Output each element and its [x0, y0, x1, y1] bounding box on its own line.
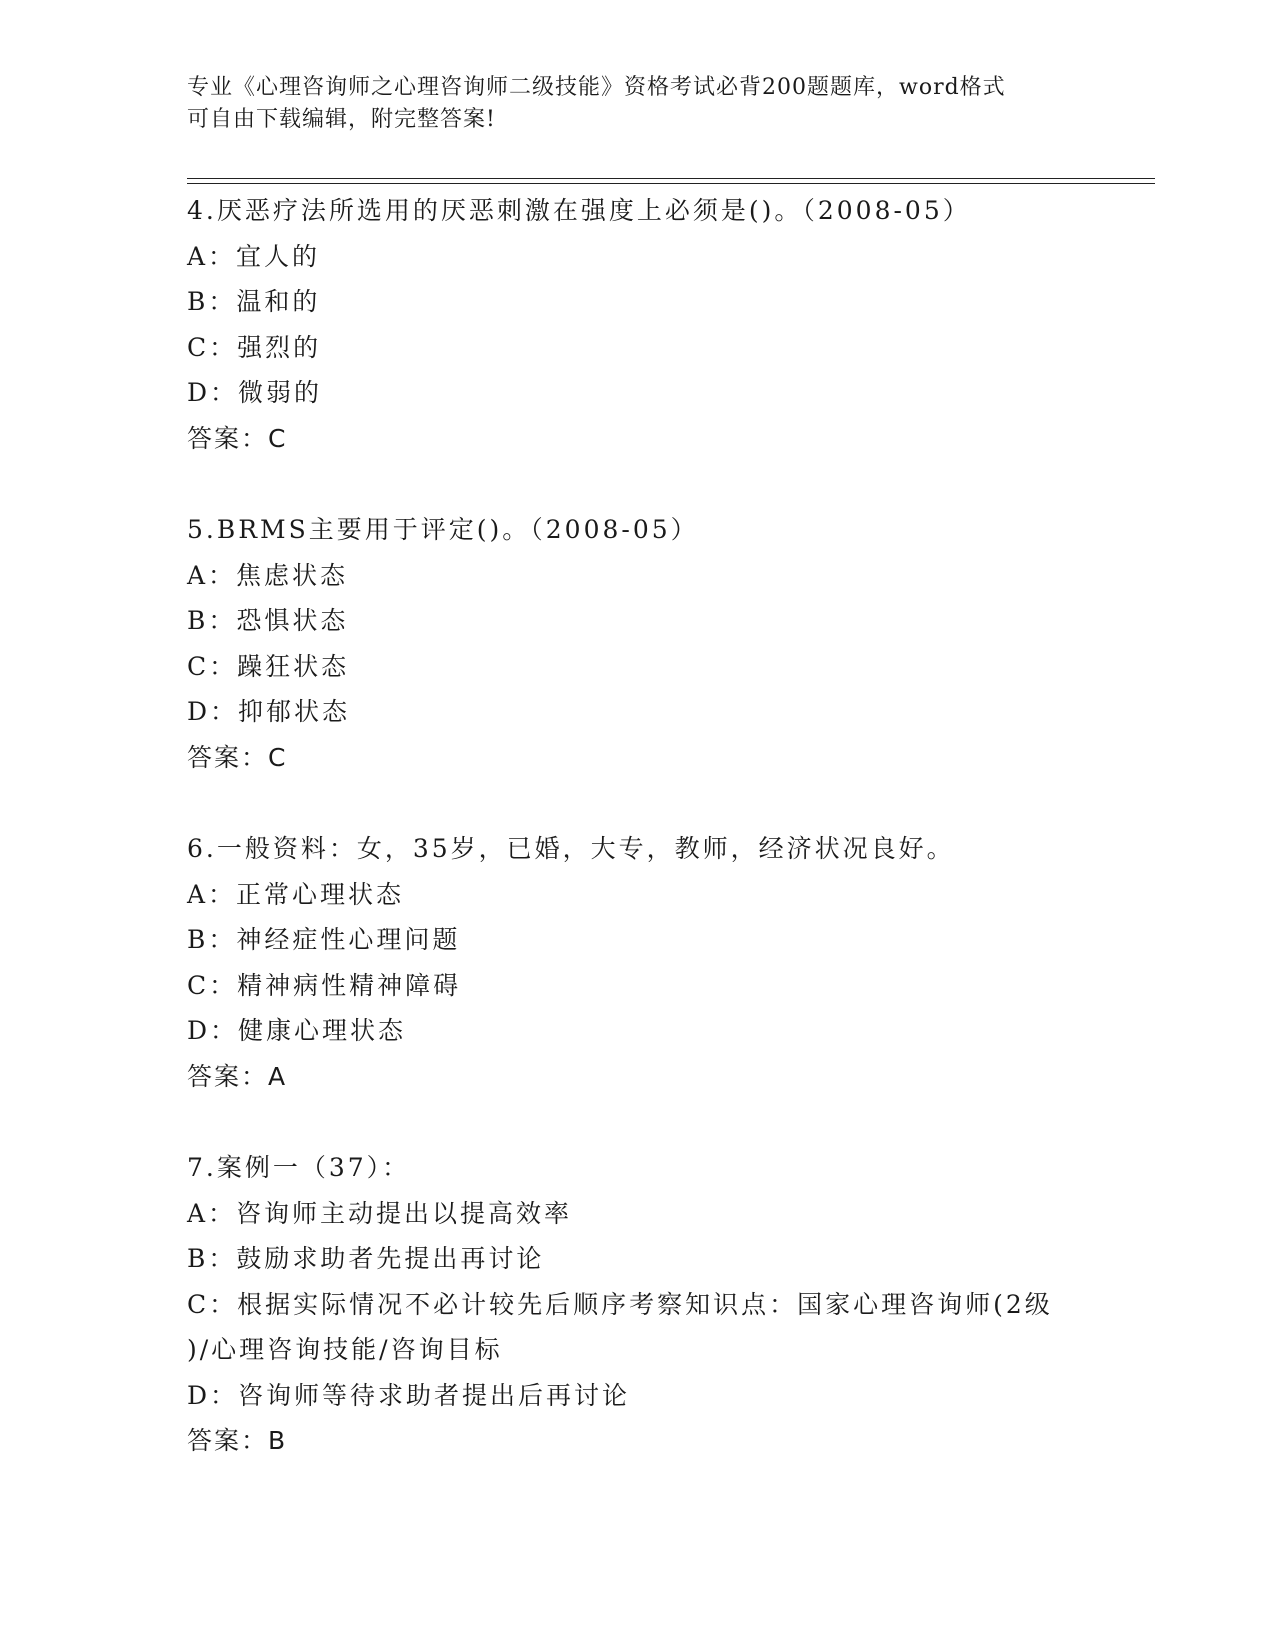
option-d: D：健康心理状态 [187, 1016, 407, 1045]
option-a: A：正常心理状态 [187, 879, 405, 909]
answer-line: 答案：C [187, 423, 288, 453]
option-d: D：咨询师等待求助者提出后再讨论 [187, 1380, 631, 1410]
option-c: C：强烈的 [187, 332, 322, 362]
answer-line: 答案：C [187, 742, 288, 772]
header-line-1: 专业《心理咨询师之心理咨询师二级技能》资格考试必背200题题库，word格式 [187, 75, 1006, 100]
question-block-5 [187, 507, 1187, 780]
answer-line: 答案：A [187, 1061, 288, 1091]
question-stem: 6.一般资料：女，35岁，已婚，大专，教师，经济状况良好。 [187, 834, 955, 863]
option-b: B：鼓励求助者先提出再讨论 [187, 1244, 545, 1273]
question-block-6 [187, 826, 1187, 1099]
header-line-2: 可自由下载编辑，附完整答案! [187, 107, 496, 132]
option-a: A：咨询师主动提出以提高效率 [187, 1198, 573, 1228]
option-b: B：恐惧状态 [187, 606, 349, 635]
option-b: B：神经症性心理问题 [187, 925, 461, 954]
document-header [187, 72, 1087, 136]
header-divider-top [187, 178, 1155, 179]
question-block-7 [187, 1145, 1187, 1464]
option-c: C：根据实际情况不必计较先后顺序考察知识点：国家心理咨询师(2级 [187, 1289, 1053, 1319]
option-d: D：抑郁状态 [187, 697, 351, 726]
option-a: A：宜人的 [187, 241, 321, 271]
option-d: D：微弱的 [187, 378, 323, 407]
option-b: B：温和的 [187, 287, 321, 316]
header-divider-bottom [187, 183, 1155, 184]
question-stem: 7.案例一（37）： [187, 1153, 411, 1182]
answer-line: 答案：B [187, 1426, 288, 1455]
question-block-4 [187, 188, 1187, 461]
question-stem: 5.BRMS主要用于评定()。（2008-05） [187, 515, 699, 544]
option-c: C：精神病性精神障碍 [187, 970, 462, 1000]
question-stem: 4.厌恶疗法所选用的厌恶刺激在强度上必须是()。（2008-05） [187, 196, 971, 225]
option-c: C：躁狂状态 [187, 651, 350, 681]
option-a: A：焦虑状态 [187, 560, 349, 590]
option-c-continued: )/心理咨询技能/咨询目标 [187, 1335, 503, 1364]
